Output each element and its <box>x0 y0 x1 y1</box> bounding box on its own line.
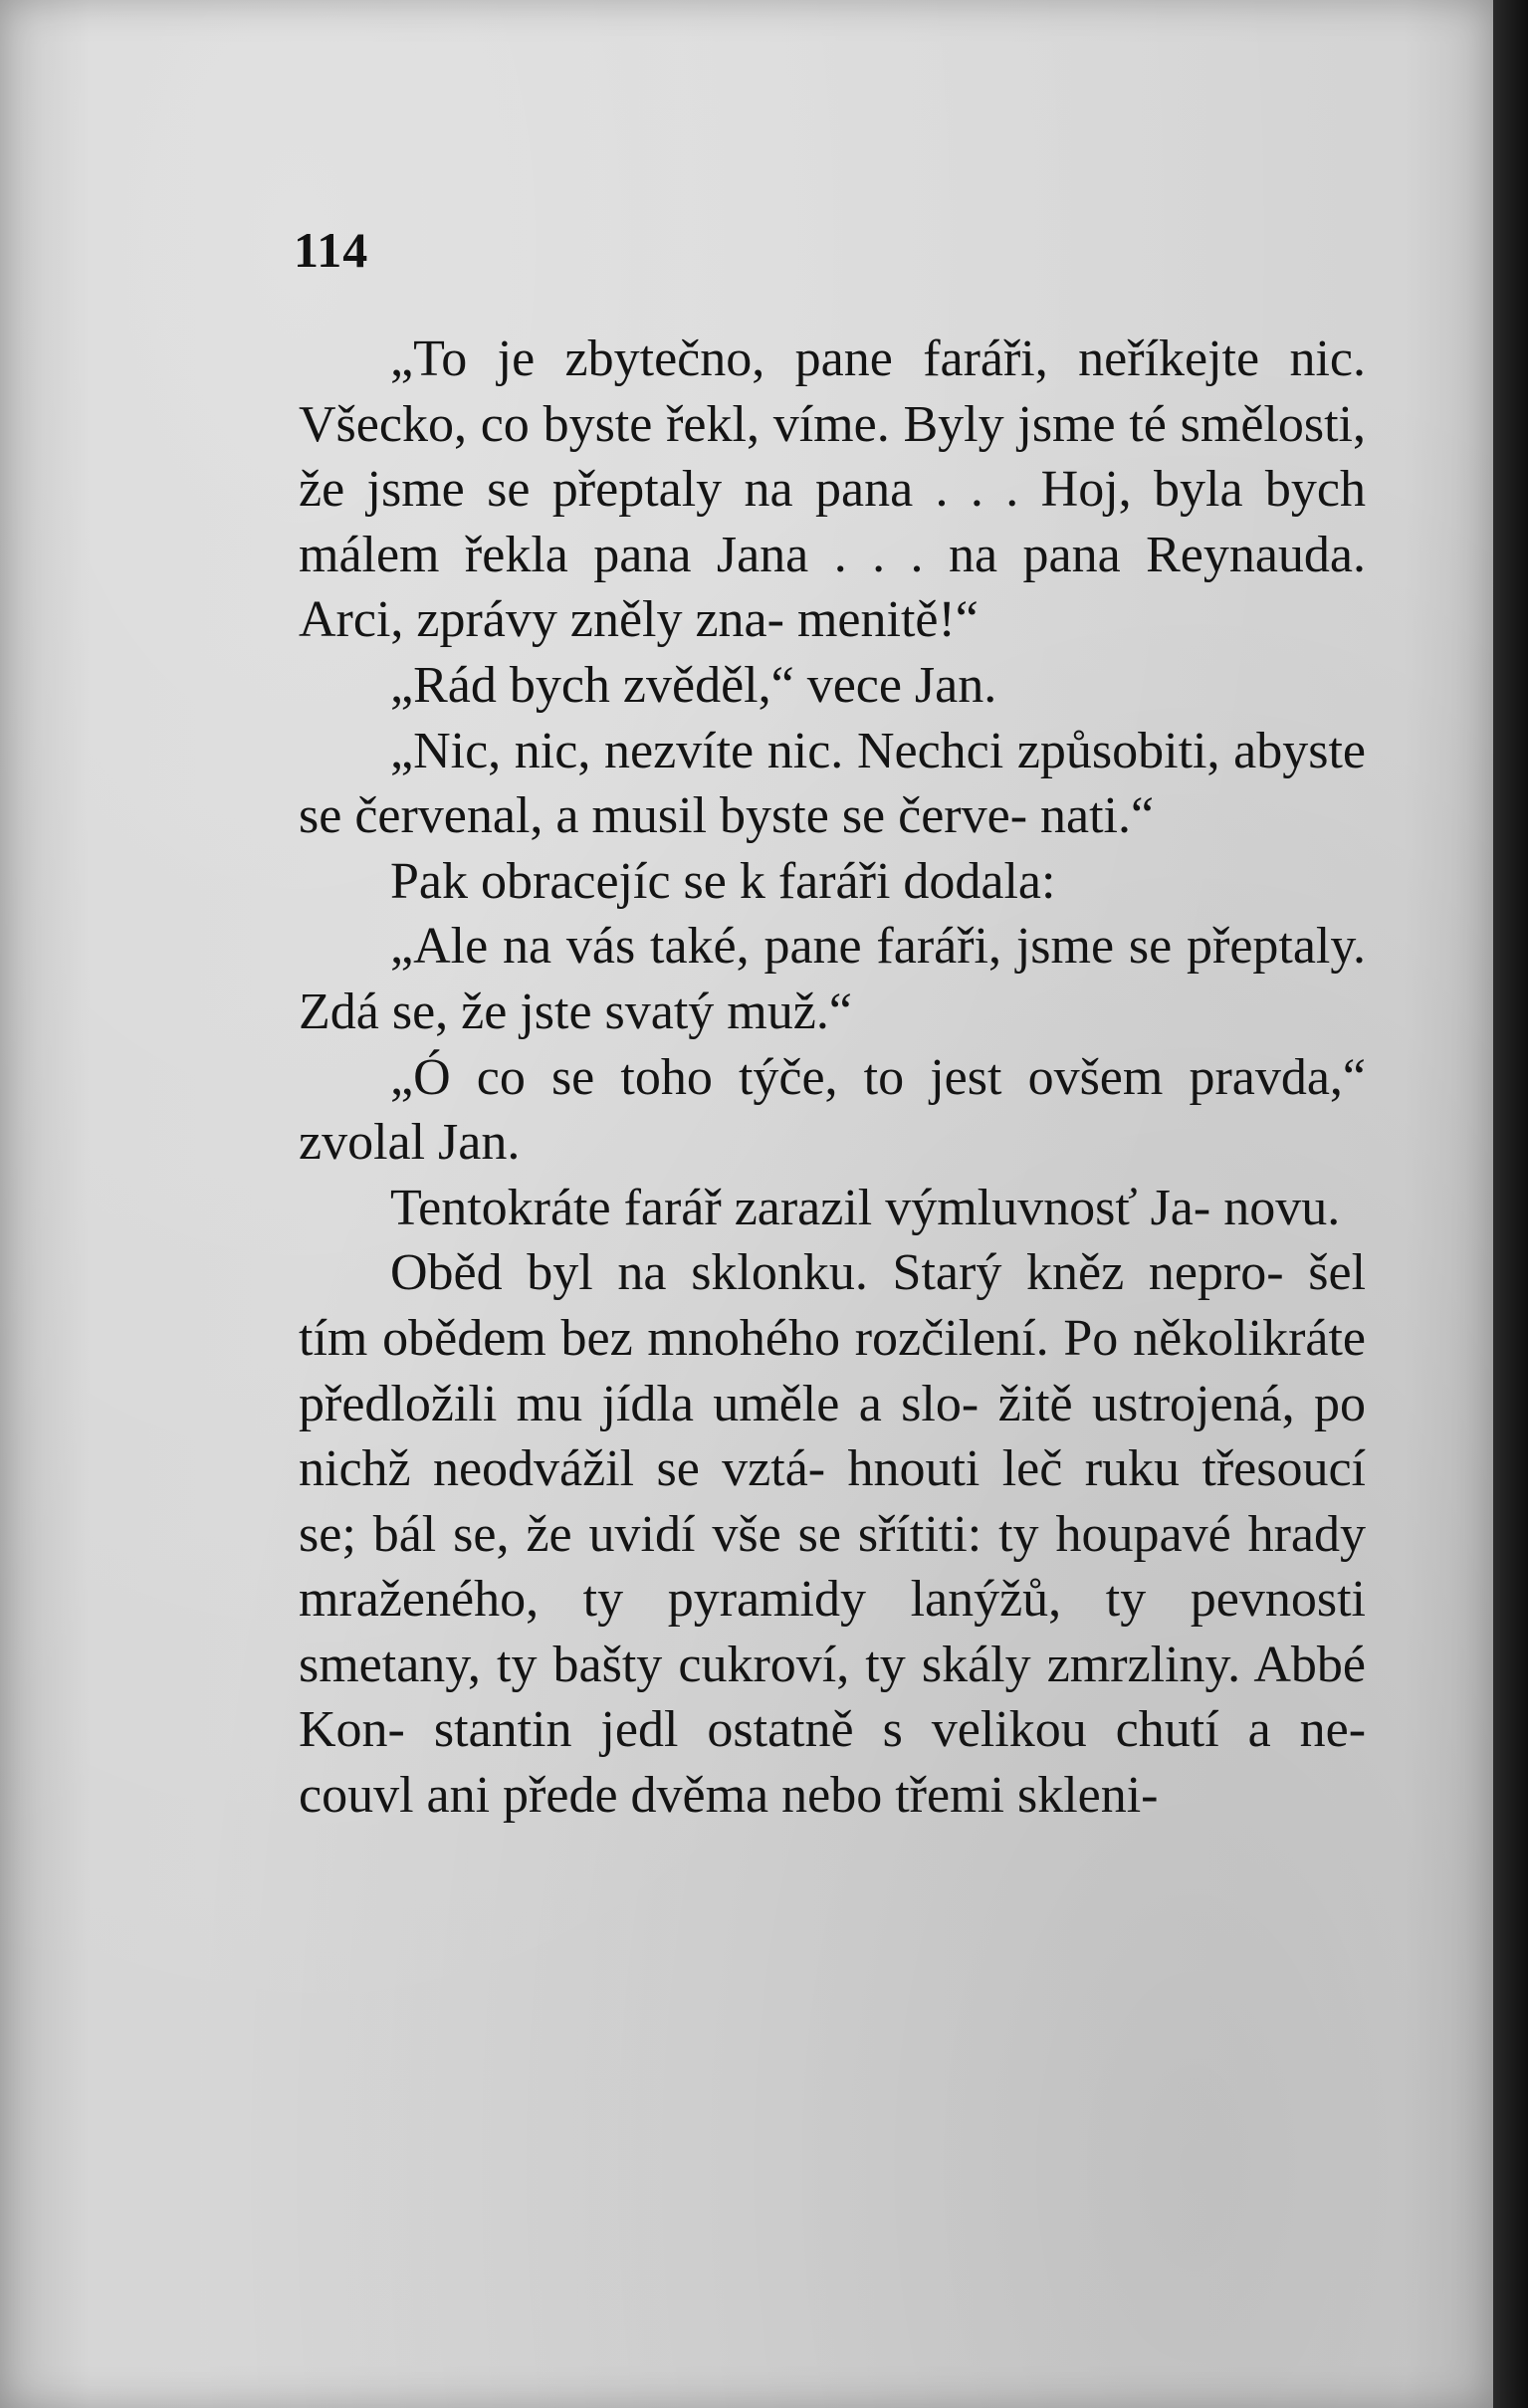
text-line: „Ó co se toho týče, to jest ovšem pravda,“ <box>390 1048 1366 1106</box>
text-line: žitě ustrojená, po nichž neodvážil se vztá- <box>299 1375 1367 1498</box>
paragraph <box>299 1240 1366 1828</box>
text-line: nati.“ <box>1040 787 1155 845</box>
body-text <box>299 327 1366 1829</box>
page-number: 114 <box>294 222 369 278</box>
text-line: bašty cukroví, ty skály zmrzliny. Abbé Kon- <box>299 1636 1366 1759</box>
text-line: „Rád bych zvěděl,“ vece Jan. <box>390 656 997 714</box>
paragraph <box>299 849 1366 915</box>
text-line: té smělosti, že jsme se přeptaly na pana . . . <box>299 395 1366 519</box>
text-line: abyste se červenal, a musil byste se červe- <box>299 722 1366 845</box>
text-line: Tentokráte farář zarazil výmluvnosť Ja- <box>390 1179 1211 1236</box>
text-line: novu. <box>1223 1179 1341 1236</box>
text-line: šel tím obědem bez mnohého rozčilení. Po <box>299 1244 1367 1367</box>
text-line: přeptaly. Zdá se, že jste svatý muž.“ <box>299 918 1366 1040</box>
text-line: zvolal Jan. <box>299 1114 521 1172</box>
text-line: na pana Reynauda. Arci, zprávy zněly zna- <box>299 526 1367 649</box>
text-line: menitě!“ <box>796 591 979 649</box>
text-line: hnouti leč ruku třesoucí se; bál se, že uvidí <box>299 1440 1366 1563</box>
text-line: nic. Všecko, co byste řekl, víme. Byly jsme <box>299 330 1366 453</box>
text-line: „Ale na vás také, pane faráři, jsme se <box>390 918 1187 976</box>
paragraph <box>299 719 1366 849</box>
text-line: ty pyramidy lanýžů, ty pevnosti smetany, ty <box>299 1571 1366 1693</box>
paragraph <box>299 914 1366 1044</box>
page-edge-shadow <box>1493 0 1528 2408</box>
text-line: „To je zbytečno, pane faráři, neříkejte <box>390 330 1290 387</box>
paragraph <box>299 653 1366 719</box>
text-line: „Nic, nic, nezvíte nic. Nechci způsobiti, <box>390 722 1234 779</box>
text-line: několikráte předložili mu jídla uměle a slo- <box>299 1309 1366 1432</box>
text-line: vše se sřítiti: ty houpavé hrady mraženého, <box>299 1505 1366 1629</box>
paragraph <box>299 1176 1366 1241</box>
paragraph <box>299 1045 1366 1176</box>
text-line: Hoj, byla bych málem řekla pana Jana . . . <box>299 461 1366 583</box>
text-line: Oběd byl na sklonku. Starý kněz nepro- <box>390 1244 1284 1302</box>
text-line: couvl ani přede dvěma nebo třemi skleni- <box>299 1767 1159 1825</box>
text-line: Pak obracejíc se k faráři dodala: <box>390 852 1056 910</box>
paragraph <box>299 327 1366 653</box>
text-line: stantin jedl ostatně s velikou chutí a ne- <box>433 1701 1367 1759</box>
